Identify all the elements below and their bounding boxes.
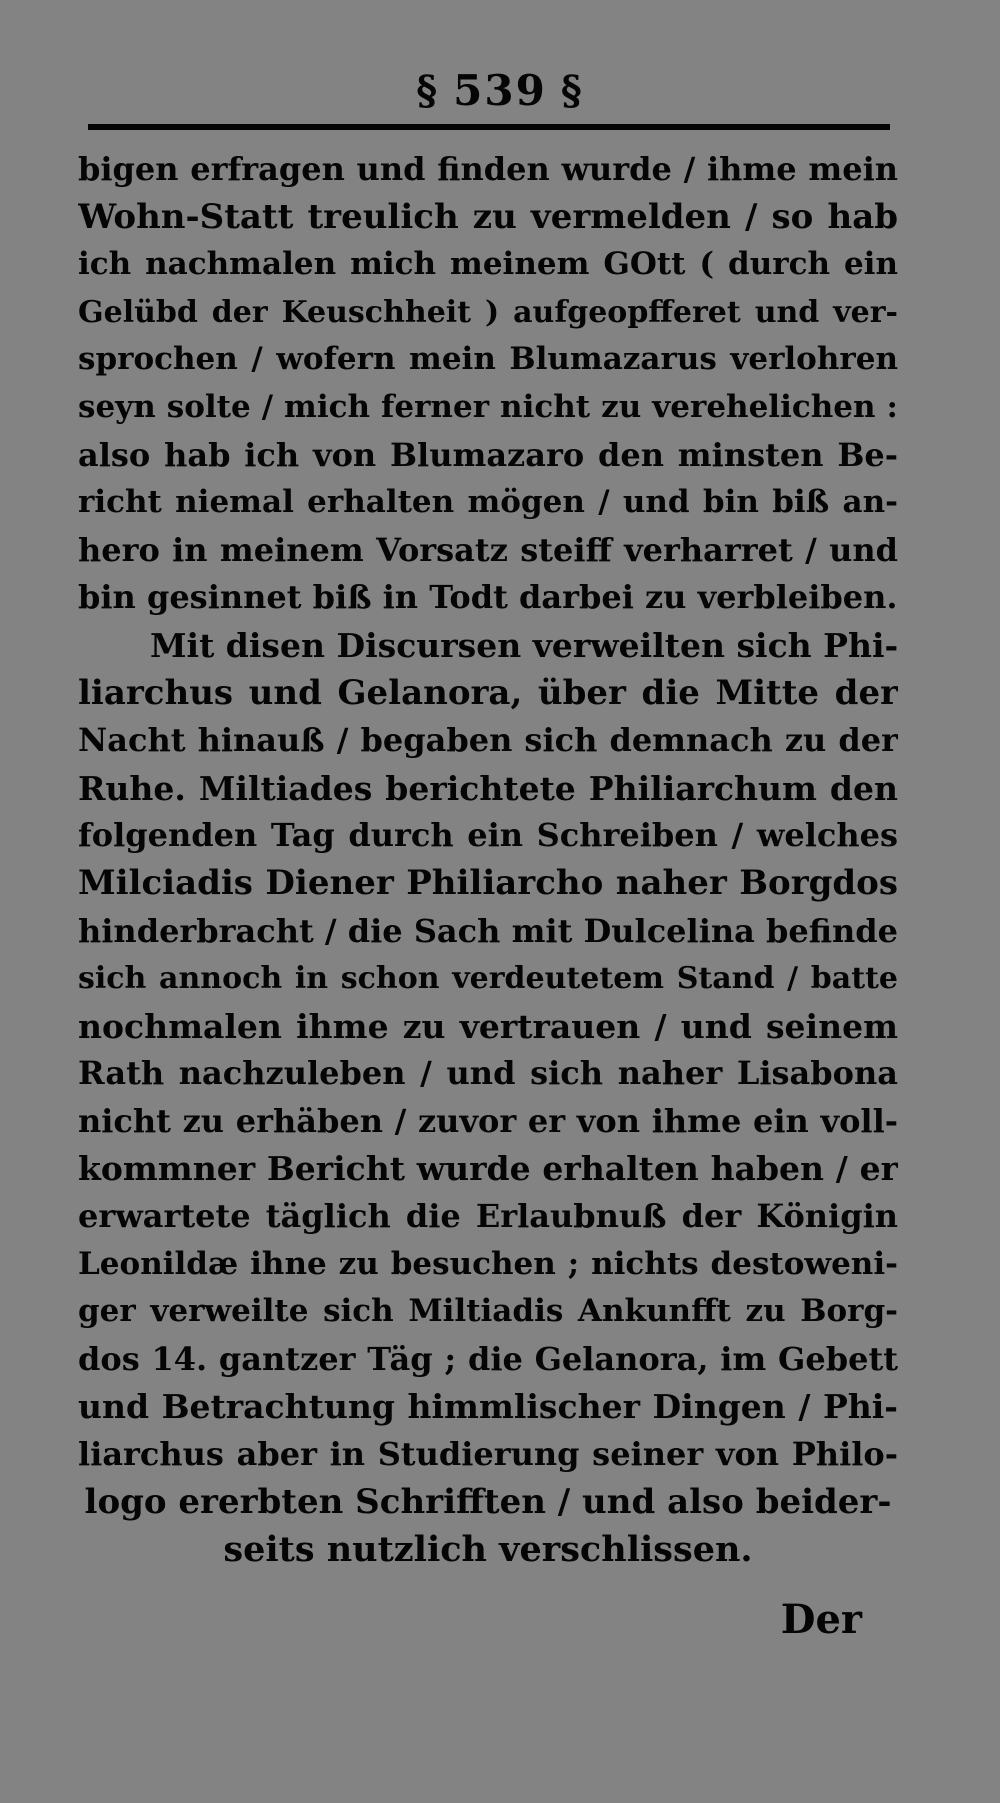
ornament-right-icon: § — [560, 66, 584, 114]
text-line: Nacht hinauß / begaben sich demnach zu der — [78, 721, 898, 760]
text-line: liarchus aber in Studierung seiner von Philo- — [78, 1435, 898, 1474]
text-line: nicht zu erhäben / zuvor er von ihme ein voll- — [78, 1101, 898, 1140]
header-rule — [88, 124, 890, 130]
text-line: nochmalen ihme zu vertrauen / und seinem — [78, 1006, 898, 1046]
text-line: kommner Bericht wurde erhalten haben / er — [78, 1149, 898, 1189]
text-line: hinderbracht / die Sach mit Dulcelina befinde — [78, 911, 898, 950]
text-line: hero in meinem Vorsatz steiff verharret / und — [78, 530, 898, 569]
text-line: Ruhe. Miltiades berichtete Philiarchum den — [78, 768, 898, 808]
text-line: Milciadis Diener Philiarcho naher Borgdos — [78, 862, 898, 903]
text-line: bin gesinnet biß in Todt darbei zu verbleiben. — [78, 578, 898, 617]
text-line: Wohn-Statt treulich zu vermelden / so hab — [78, 196, 898, 237]
final-line: seits nutzlich verschlissen. — [223, 1529, 753, 1571]
text-line: folgenden Tag durch ein Schreiben / welches — [78, 816, 898, 855]
page-number: 539 — [453, 65, 547, 115]
text-line: Gelübd der Keuschheit ) aufgeopfferet und ver- — [78, 294, 898, 330]
text-line: und Betrachtung himmlischer Dingen / Phi- — [78, 1387, 898, 1427]
text-line: ich nachmalen mich meinem GOtt ( durch ein — [78, 246, 898, 283]
text-line: Leonildæ ihne zu besuchen ; nichts destoweni- — [78, 1245, 898, 1282]
text-line: ger verweilte sich Miltiadis Ankunfft zu Borg- — [78, 1293, 898, 1330]
page-header — [0, 60, 1000, 120]
text-line: logo ererbten Schrifften / und also beider- — [84, 1481, 892, 1522]
text-line: erwartete täglich die Erlaubnuß der Königin — [78, 1197, 898, 1236]
text-line: dos 14. gantzer Täg ; die Gelanora, im Gebett — [78, 1339, 898, 1378]
catchword: Der — [780, 1596, 862, 1643]
text-line: also hab ich von Blumazaro den minsten Be- — [78, 435, 898, 474]
text-line: bigen erfragen und finden wurde / ihme mein — [78, 150, 898, 188]
text-line: seyn solte / mich ferner nicht zu verehelichen : — [78, 388, 898, 425]
text-line: richt niemal erhalten mögen / und bin biß an- — [78, 484, 898, 521]
body-text — [78, 146, 898, 1574]
text-line: Rath nachzuleben / und sich naher Lisabona — [78, 1054, 898, 1093]
paragraph-start-line: Mit disen Discursen verweilten sich Phi- — [150, 625, 898, 665]
text-line: sprochen / wofern mein Blumazarus verlohren — [78, 341, 898, 378]
ornament-left-icon: § — [416, 66, 440, 114]
text-line: liarchus und Gelanora, über die Mitte der — [78, 672, 898, 713]
text-line: sich annoch in schon verdeutetem Stand / batte — [78, 961, 898, 997]
